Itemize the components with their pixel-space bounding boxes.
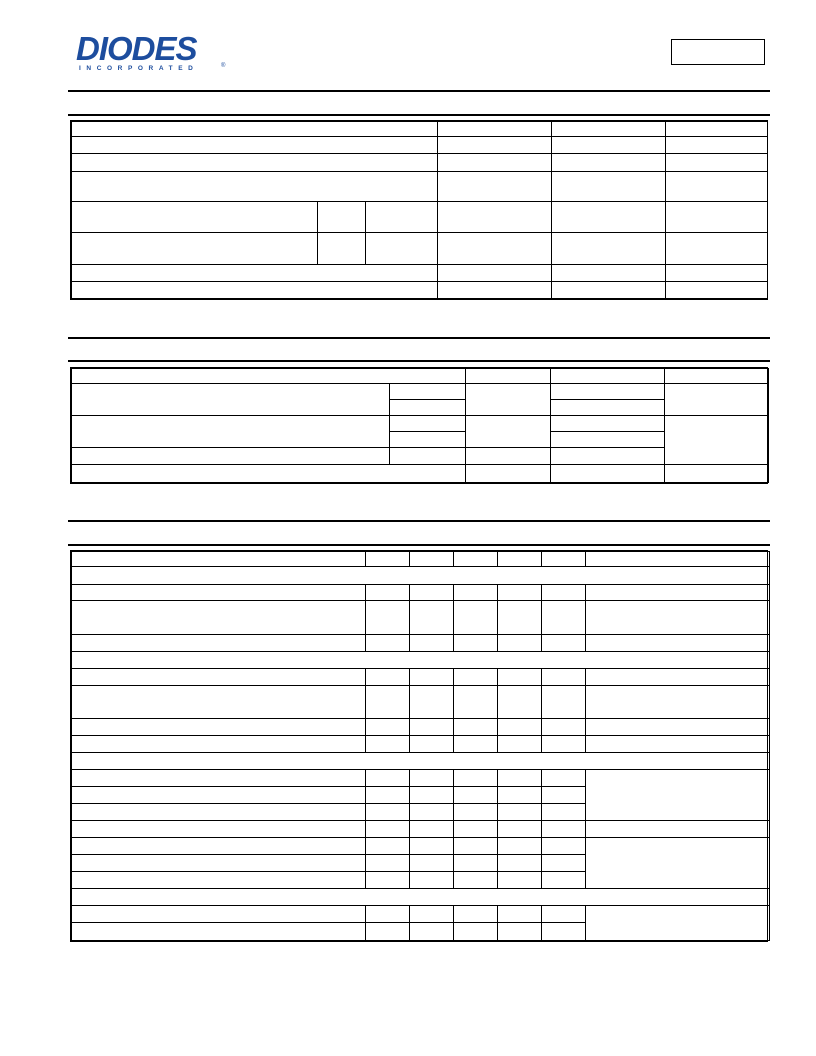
logo-subtext: INCORPORATED: [79, 65, 199, 72]
table-row: [72, 838, 770, 855]
thermal-characteristics-table: [70, 367, 768, 484]
table-row: [72, 906, 770, 923]
diodes-logo: [76, 32, 226, 76]
table-row: [72, 719, 770, 736]
table-header-row: [72, 369, 769, 384]
table-row: [72, 585, 770, 601]
section-rule: [68, 337, 770, 339]
table-row: [72, 821, 770, 838]
section-rule: [68, 544, 770, 546]
table-row: [72, 384, 769, 400]
table-row: [72, 233, 768, 264]
table-row: [72, 669, 770, 686]
table-row: [72, 736, 770, 753]
table-row: [72, 416, 769, 432]
section-rule: [68, 90, 770, 92]
logo-wordmark: DIODES: [76, 30, 197, 67]
table-row: [72, 171, 768, 201]
table-row: [72, 201, 768, 232]
part-number-box: [671, 39, 765, 65]
group-row: [72, 652, 770, 669]
table-row: [72, 448, 769, 465]
table-row: [72, 281, 768, 298]
table-header-row: [72, 552, 770, 567]
section-rule: [68, 520, 770, 522]
table-row: [72, 465, 769, 483]
table-row: [72, 264, 768, 281]
registered-mark: ®: [221, 63, 226, 69]
section-rule: [68, 114, 770, 116]
table-row: [72, 154, 768, 171]
group-row: [72, 567, 770, 585]
section-rule: [68, 360, 770, 362]
maximum-ratings-table: [70, 120, 768, 300]
table-row: [72, 635, 770, 652]
table-row: [72, 686, 770, 719]
electrical-characteristics-table: [70, 550, 768, 942]
group-row: [72, 889, 770, 906]
table-row: [72, 137, 768, 154]
table-row: [72, 770, 770, 787]
table-row: [72, 601, 770, 635]
group-row: [72, 753, 770, 770]
table-header-row: [72, 122, 768, 137]
